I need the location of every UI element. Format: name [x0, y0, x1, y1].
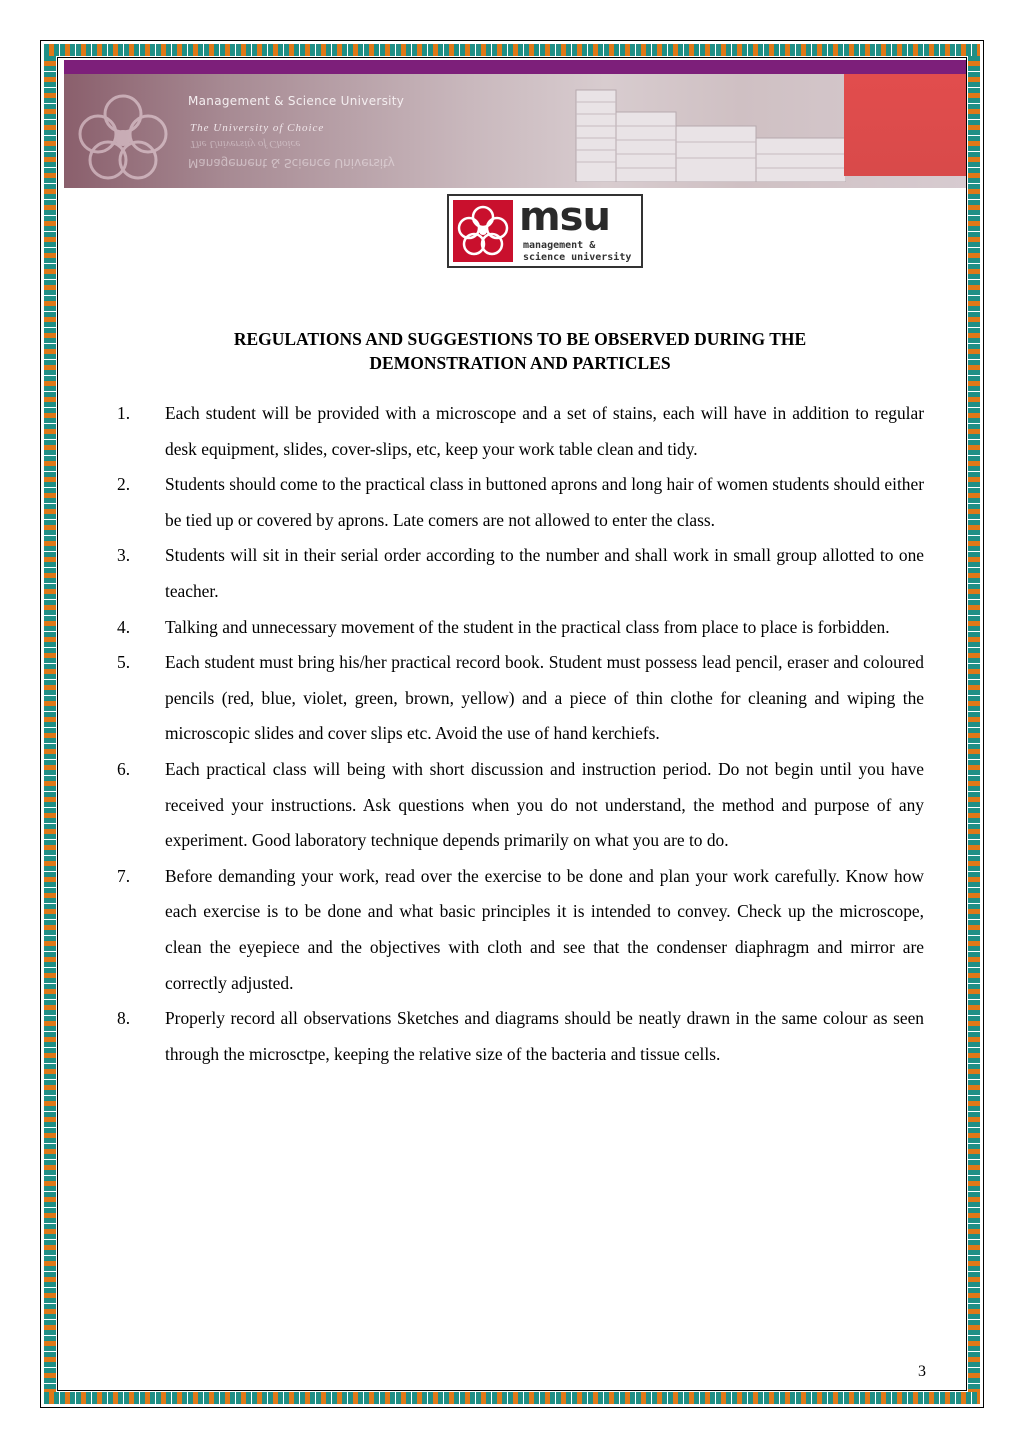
banner-red-panel: [844, 74, 966, 176]
list-item-text: Before demanding your work, read over the exercise to be done and plan your work carefully. Know how each exercise is to be done and what basic principles it is intended to convey. Check up the microscope, clean the eyepiece and the objectives with cloth and see that the condenser diaphragm and mirror are correctly adjusted.: [165, 865, 924, 993]
list-item-text: Each student will be provided with a microscope and a set of stains, each will have in addition to regular desk equipment, slides, cover-slips, etc, keep your work table clean and tidy.: [165, 403, 924, 459]
regulations-list: [117, 396, 924, 1072]
list-item-text: Talking and unnecessary movement of the student in the practical class from place to place is forbidden.: [165, 616, 890, 637]
list-item: [117, 610, 924, 646]
list-item-number: 4.: [117, 616, 131, 637]
list-item: [117, 467, 924, 538]
list-item-number: 6.: [117, 758, 131, 779]
flower-emblem-icon: [68, 86, 178, 181]
list-item: [117, 396, 924, 467]
document-heading: [120, 327, 920, 375]
banner-title: Management & Science University: [188, 94, 405, 108]
list-item: [117, 645, 924, 752]
banner-subtitle-reflection: The University of Choice: [190, 138, 301, 150]
list-item-text: Each student must bring his/her practical record book. Student must possess lead pencil, eraser and coloured pencils (red, blue, violet, green, brown, yellow) and a piece of thin clothe for cleaning and wiping the microscopic slides and cover slips etc. Avoid the use of hand kerchiefs.: [165, 652, 924, 744]
heading-line-2: DEMONSTRATION AND PARTICLES: [369, 353, 671, 373]
logo-wordmark: msu: [519, 194, 610, 240]
logo-subtitle-line1: management &: [523, 240, 596, 251]
list-item-text: Each practical class will being with short discussion and instruction period. Do not begin until you have received your instructions. Ask questions when you do not understand, the method and purpose of any experiment. Good laboratory technique depends primarily on what you are to do.: [165, 758, 924, 851]
list-item: [117, 859, 924, 1001]
list-item: [117, 752, 924, 859]
hibiscus-icon: [453, 200, 513, 262]
list-item-text: Properly record all observations Sketches and diagrams should be neatly drawn in the same colour as seen through the microsctpe, keeping the relative size of the bacteria and tissue cells.: [165, 1008, 924, 1064]
list-item: [117, 1001, 924, 1072]
list-item-number: 3.: [117, 545, 131, 566]
list-item: [117, 538, 924, 609]
list-item-text: Students will sit in their serial order according to the number and shall work in small group allotted to one teacher.: [165, 545, 924, 601]
campus-building-icon: [516, 82, 846, 182]
list-item-number: 2.: [117, 474, 131, 495]
list-item-number: 8.: [117, 1008, 131, 1029]
header-banner: [64, 60, 966, 188]
list-item-number: 1.: [117, 403, 131, 423]
banner-subtitle: The University of Choice: [190, 122, 325, 134]
page-border-right: [968, 56, 980, 1392]
logo-flower-mark: [453, 200, 513, 262]
list-item-number: 7.: [117, 865, 131, 886]
banner-top-bar: [64, 60, 966, 74]
heading-line-1: REGULATIONS AND SUGGESTIONS TO BE OBSERVED DURING THE: [233, 329, 807, 349]
banner-title-reflection: Management & Science University: [188, 156, 395, 170]
msu-logo: [447, 194, 643, 268]
page-number: 3: [918, 1363, 926, 1380]
list-item-text: Students should come to the practical class in buttoned aprons and long hair of women students should either be tied up or covered by aprons. Late comers are not allowed to enter the class.: [165, 474, 924, 530]
page-border-left: [44, 56, 56, 1392]
logo-subtitle-line2: science university: [523, 252, 632, 263]
list-item-number: 5.: [117, 652, 131, 673]
